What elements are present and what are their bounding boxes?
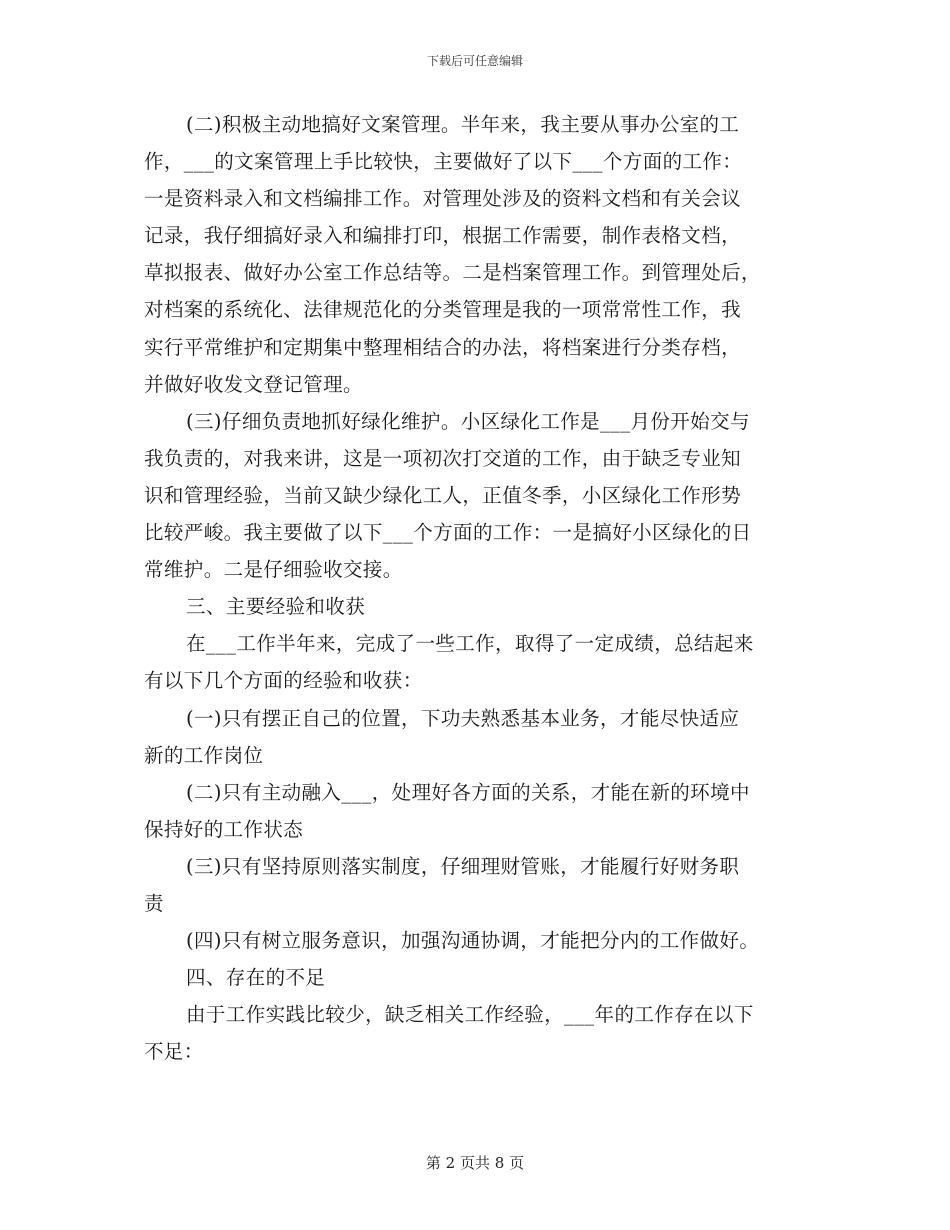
text-line: 保持好的工作状态 xyxy=(144,817,304,841)
text-line: (二)积极主动地搞好文案管理。半年来，我主要从事办公室的工 xyxy=(186,113,740,136)
text-line: 草拟报表、做好办公室工作总结等。二是档案管理工作。到管理处后， xyxy=(144,261,761,285)
text-line: 并做好收发文登记管理。 xyxy=(144,372,363,396)
text-line: 作，___的文案管理上手比较快，主要做好了以下___个方面的工作： xyxy=(144,150,743,174)
text-line: 责 xyxy=(144,891,164,915)
text-line: 常维护。二是仔细验收交接。 xyxy=(144,558,403,582)
text-line: 新的工作岗位 xyxy=(144,743,264,767)
page-number: 第 2 页共 8 页 xyxy=(425,1154,525,1172)
text-line: 对档案的系统化、法律规范化的分类管理是我的一项常常性工作，我 xyxy=(144,298,742,322)
page-header-note: 下载后可任意编辑 xyxy=(426,54,523,68)
text-line: (四)只有树立服务意识，加强沟通协调，才能把分内的工作做好。 xyxy=(186,929,760,953)
section-heading: 三、主要经验和收获 xyxy=(186,595,366,619)
text-line: (三)只有坚持原则落实制度，仔细理财管账，才能履行好财务职 xyxy=(186,854,740,878)
text-line: 由于工作实践比较少，缺乏相关工作经验，___年的工作存在以下 xyxy=(186,1003,754,1027)
text-line: 我负责的，对我来讲，这是一项初次打交道的工作，由于缺乏专业知 xyxy=(144,446,742,470)
text-line: 实行平常维护和定期集中整理相结合的办法，将档案进行分类存档， xyxy=(144,335,742,359)
text-line: 一是资料录入和文档编排工作。对管理处涉及的资料文档和有关会议 xyxy=(144,187,742,211)
text-line: 识和管理经验，当前又缺少绿化工人，正值冬季，小区绿化工作形势 xyxy=(144,483,742,507)
text-line: 不足： xyxy=(144,1040,204,1064)
text-line: (一)只有摆正自己的位置，下功夫熟悉基本业务，才能尽快适应 xyxy=(186,706,740,730)
text-line: 记录，我仔细搞好录入和编排打印，根据工作需要，制作表格文档， xyxy=(144,224,742,248)
text-line: 比较严峻。我主要做了以下___个方面的工作：一是搞好小区绿化的日 xyxy=(144,521,752,545)
text-line: 在___工作半年来，完成了一些工作，取得了一定成绩，总结起来 xyxy=(186,632,754,656)
section-heading: 四、存在的不足 xyxy=(186,966,326,990)
text-line: (二)只有主动融入___，处理好各方面的关系，才能在新的环境中 xyxy=(186,780,750,804)
text-line: (三)仔细负责地抓好绿化维护。小区绿化工作是___月份开始交与 xyxy=(186,409,750,433)
text-line: 有以下几个方面的经验和收获： xyxy=(144,669,423,693)
document-body xyxy=(144,106,814,1070)
